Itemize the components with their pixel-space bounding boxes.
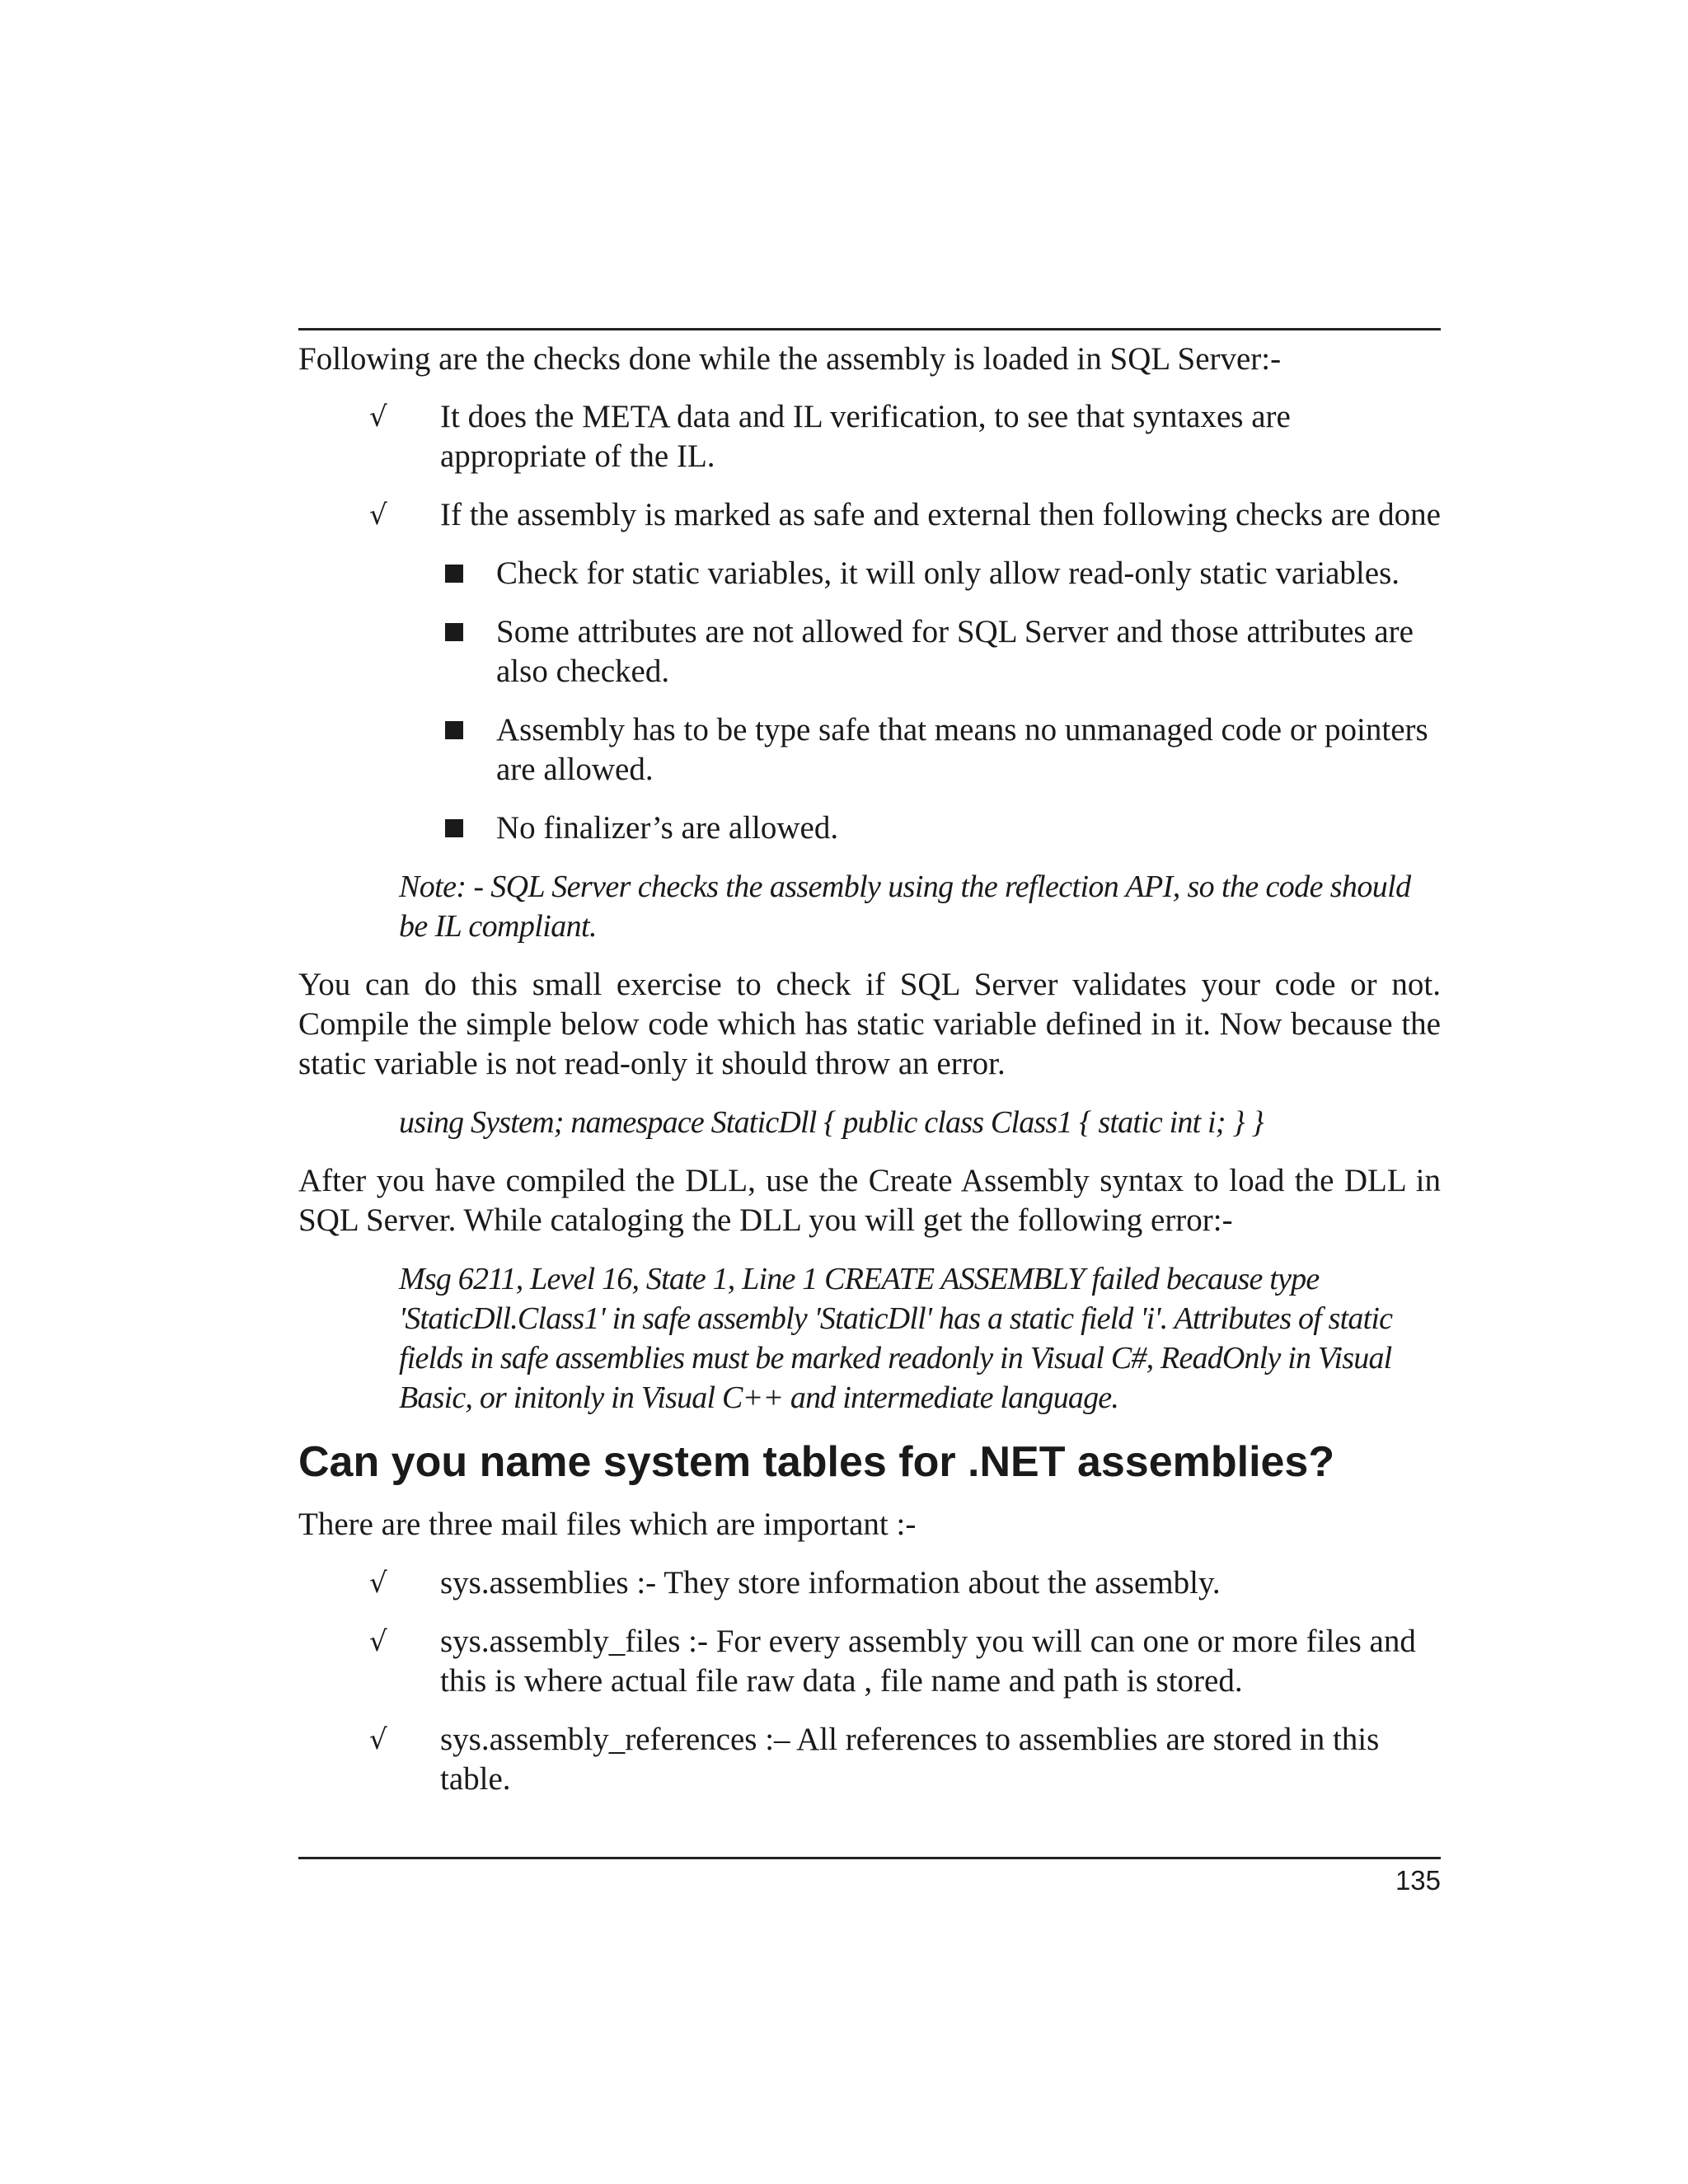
subcheck-item-text: Assembly has to be type safe that means no unmanaged code or pointers are allowed. bbox=[496, 712, 1428, 787]
check-item-text: If the assembly is marked as safe and external then following checks are done bbox=[440, 497, 1441, 532]
page-number: 135 bbox=[1395, 1865, 1441, 1896]
subcheck-item bbox=[298, 612, 1441, 691]
square-bullet-icon bbox=[445, 565, 463, 583]
subcheck-item bbox=[298, 808, 1441, 848]
header-rule bbox=[298, 328, 1441, 330]
table-item-text: sys.assembly_references :– All references to assemblies are stored in this table. bbox=[440, 1722, 1380, 1797]
table-item-text: sys.assembly_files :- For every assembly you will can one or more files and this is where actual file raw data , file name and path is stored. bbox=[440, 1624, 1416, 1699]
square-bullet-icon bbox=[445, 721, 463, 739]
subcheck-item-text: No finalizer’s are allowed. bbox=[496, 810, 839, 846]
footer-rule bbox=[298, 1857, 1441, 1859]
checkmark-icon: √ bbox=[369, 401, 387, 434]
intro-paragraph: Following are the checks done while the assembly is loaded in SQL Server:- bbox=[298, 341, 1282, 377]
tables-intro: There are three mail files which are important :- bbox=[298, 1507, 917, 1542]
checkmark-icon: √ bbox=[369, 1625, 387, 1658]
subchecks-list bbox=[298, 554, 1441, 848]
subcheck-item-text: Some attributes are not allowed for SQL Server and those attributes are also checked. bbox=[496, 614, 1414, 689]
check-item-text: It does the META data and IL verification, to see that syntaxes are appropriate of the IL. bbox=[440, 399, 1291, 474]
code-sample: using System; namespace StaticDll { public class Class1 { static int i; } } bbox=[399, 1105, 1264, 1140]
section-heading: Can you name system tables for .NET assemblies? bbox=[298, 1438, 1335, 1486]
checkmark-icon: √ bbox=[369, 499, 387, 532]
page-content bbox=[298, 340, 1441, 1799]
subcheck-item bbox=[298, 554, 1441, 593]
table-item bbox=[298, 1720, 1441, 1799]
checkmark-icon: √ bbox=[369, 1723, 387, 1756]
table-item-text: sys.assemblies :- They store information about the assembly. bbox=[440, 1565, 1221, 1601]
check-item bbox=[298, 495, 1441, 535]
error-message: Msg 6211, Level 16, State 1, Line 1 CREATE ASSEMBLY failed because type 'StaticDll.Class1' in safe assembly 'StaticDll' has a static field 'i'. Attributes of static fields in safe assemblies must be marked readonly in Visual C#, ReadOnly in Visual Basic, or initonly in Visual C++ and intermediate language. bbox=[399, 1262, 1393, 1415]
checkmark-icon: √ bbox=[369, 1567, 387, 1600]
exercise-paragraph: You can do this small exercise to check if SQL Server validates your code or not. Compile the simple below code which has static variable defined in it. Now because the static variable is not read-only it should throw an error. bbox=[298, 967, 1441, 1081]
note-paragraph: Note: - SQL Server checks the assembly using the reflection API, so the code should be IL compliant. bbox=[399, 869, 1411, 944]
square-bullet-icon bbox=[445, 819, 463, 837]
subcheck-item bbox=[298, 710, 1441, 790]
table-item bbox=[298, 1563, 1441, 1603]
tables-list bbox=[298, 1563, 1441, 1799]
table-item bbox=[298, 1622, 1441, 1701]
subcheck-item-text: Check for static variables, it will only allow read-only static variables. bbox=[496, 555, 1400, 591]
check-item bbox=[298, 397, 1441, 476]
checks-list bbox=[298, 397, 1441, 535]
after-paragraph: After you have compiled the DLL, use the Create Assembly syntax to load the DLL in SQL Server. While cataloging the DLL you will get the following error:- bbox=[298, 1163, 1441, 1238]
square-bullet-icon bbox=[445, 623, 463, 641]
